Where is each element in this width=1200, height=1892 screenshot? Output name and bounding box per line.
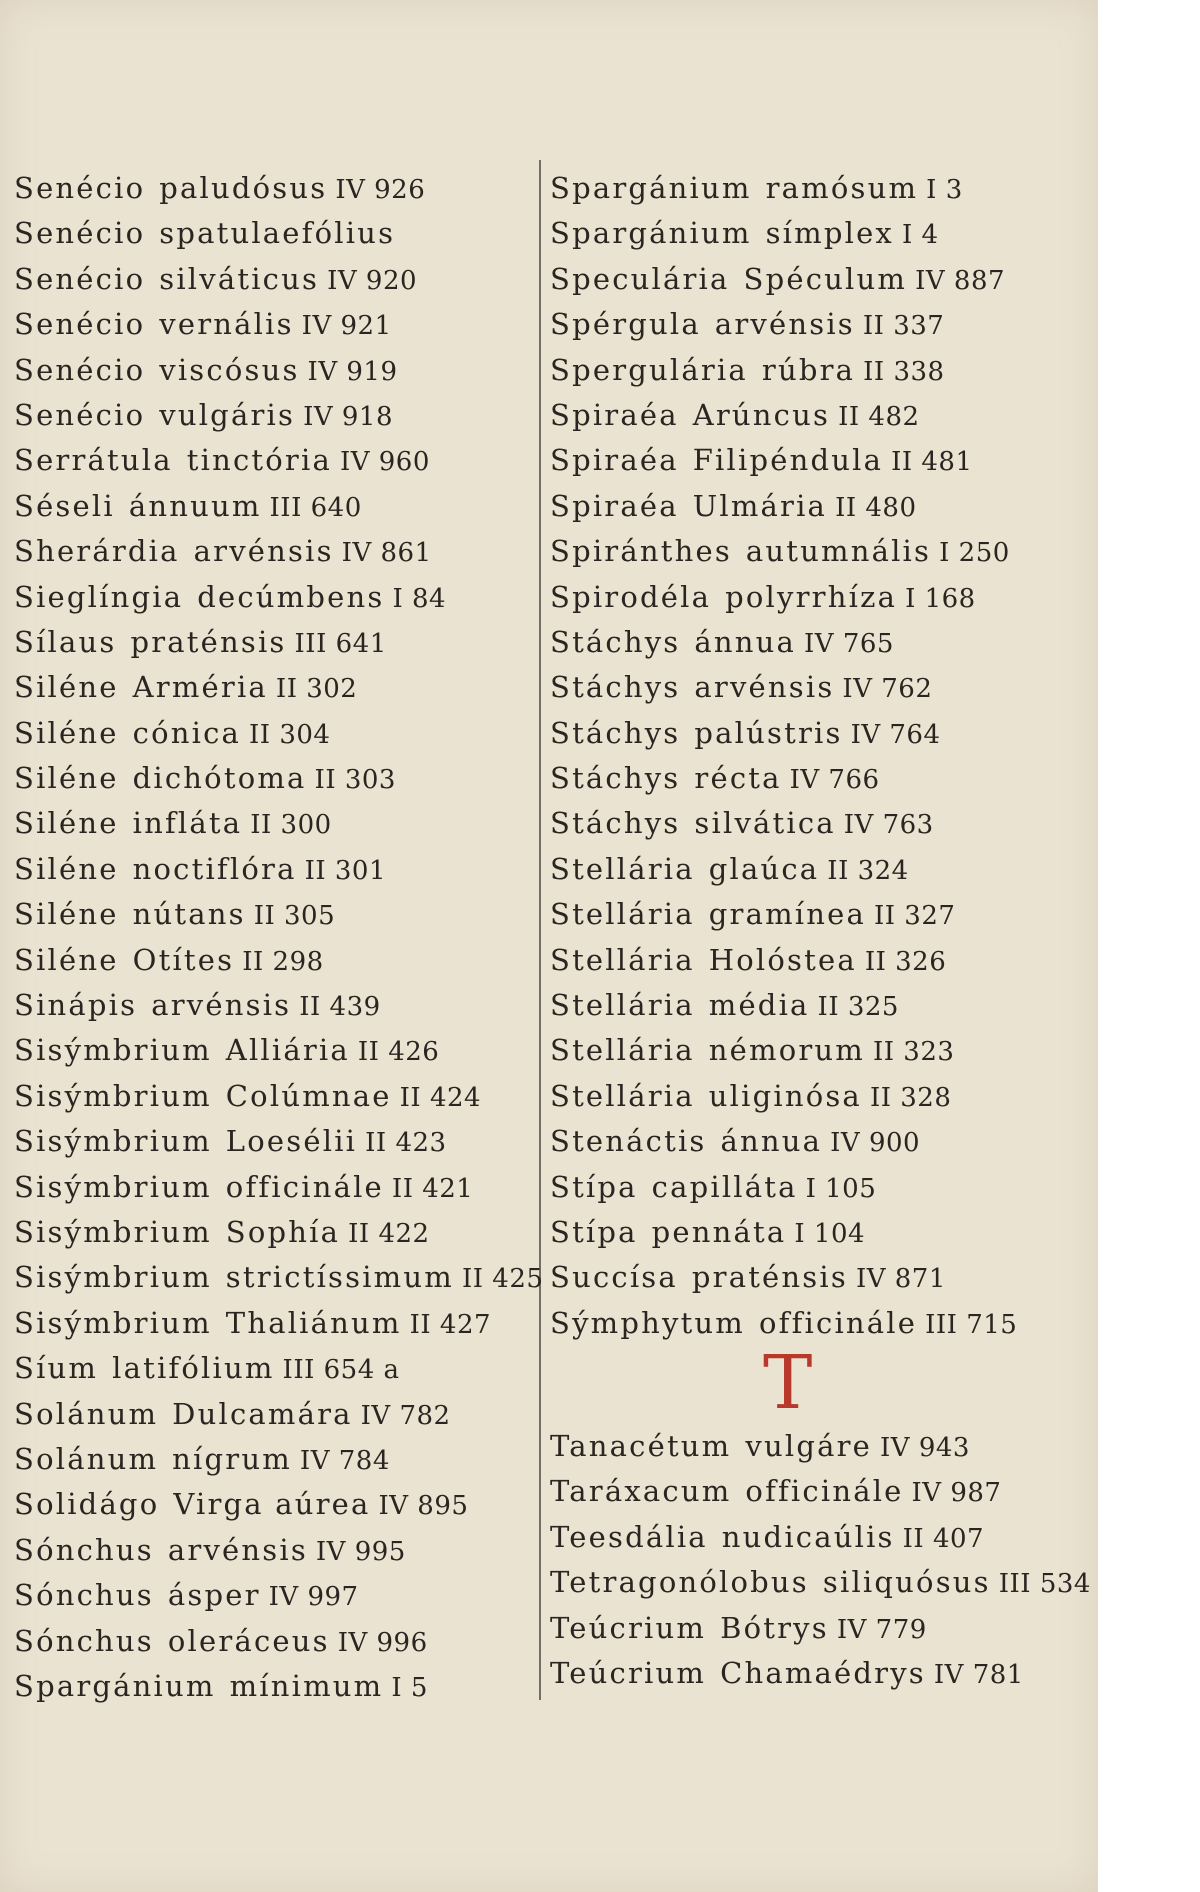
volume-reference: IV 782: [360, 1400, 451, 1431]
volume-reference: I 104: [794, 1218, 866, 1249]
volume-reference: II 304: [249, 719, 331, 750]
volume-reference: IV 919: [307, 356, 398, 387]
species-name: média: [708, 988, 810, 1023]
genus-name: Sinápis: [14, 988, 138, 1023]
genus-name: Stellária: [550, 988, 695, 1023]
species-name: símplex: [765, 216, 894, 251]
index-entry: [14, 801, 534, 846]
volume-reference: III 715: [925, 1309, 1018, 1340]
volume-reference: I 5: [391, 1672, 428, 1703]
index-entry: [550, 1028, 1090, 1073]
species-name: dichótoma: [132, 761, 307, 796]
index-entry: [550, 938, 1090, 983]
volume-reference: IV 784: [299, 1445, 390, 1476]
species-name: Bótrys: [720, 1610, 829, 1645]
volume-reference: II 423: [365, 1128, 447, 1159]
genus-name: Spiraéa: [550, 488, 679, 523]
index-entry: [550, 892, 1090, 937]
genus-name: Spirodéla: [550, 579, 712, 614]
volume-reference: II 298: [242, 946, 324, 977]
index-entry: [550, 711, 1090, 756]
genus-name: Tetragonólobus: [550, 1565, 809, 1600]
species-name: Sophía: [225, 1214, 341, 1249]
index-entry: [14, 211, 534, 256]
index-entry: [550, 438, 1090, 483]
species-name: viscósus: [159, 352, 300, 387]
index-entry: [14, 1528, 534, 1573]
genus-name: Séseli: [14, 488, 115, 523]
index-entry: [550, 166, 1090, 211]
species-name: Arméria: [132, 670, 268, 705]
volume-reference: II 303: [314, 765, 396, 796]
genus-name: Siléne: [14, 715, 119, 750]
index-entry: [550, 529, 1090, 574]
volume-reference: II 439: [299, 992, 381, 1023]
genus-name: Sieglíngia: [14, 579, 184, 614]
genus-name: Sherárdia: [14, 534, 180, 569]
species-name: Arúncus: [692, 397, 831, 432]
volume-reference: II 421: [391, 1173, 474, 1204]
genus-name: Sisýmbrium: [14, 1214, 212, 1249]
species-name: officinále: [759, 1305, 918, 1340]
index-entry: [550, 1469, 1090, 1514]
genus-name: Sisýmbrium: [14, 1305, 212, 1340]
species-name: oleráceus: [167, 1623, 330, 1658]
index-entry: [14, 393, 534, 438]
volume-reference: II 323: [873, 1037, 955, 1068]
volume-reference: IV 861: [341, 538, 432, 569]
index-entry: [14, 1437, 534, 1482]
species-name: ásper: [167, 1578, 261, 1613]
genus-name: Spiraéa: [550, 397, 679, 432]
volume-reference: IV 920: [327, 265, 418, 296]
species-name: siliquósus: [822, 1565, 991, 1600]
species-name: récta: [694, 761, 782, 796]
index-entry: [550, 393, 1090, 438]
genus-name: Sisýmbrium: [14, 1033, 212, 1068]
genus-name: Sisýmbrium: [14, 1078, 212, 1113]
species-name: Ulmária: [692, 488, 828, 523]
genus-name: Síum: [14, 1351, 99, 1386]
species-name: capilláta: [651, 1169, 798, 1204]
index-entry: [14, 1165, 534, 1210]
genus-name: Stellária: [550, 851, 695, 886]
genus-name: Sónchus: [14, 1578, 154, 1613]
volume-reference: IV 779: [836, 1614, 927, 1645]
volume-reference: II 422: [348, 1218, 430, 1249]
volume-reference: IV 765: [804, 628, 894, 659]
index-entry: [14, 1619, 534, 1664]
index-entry: [550, 847, 1090, 892]
volume-reference: II 325: [817, 992, 899, 1023]
species-name: arvénsis: [694, 670, 835, 705]
genus-name: Stáchys: [550, 806, 681, 841]
volume-reference: IV 766: [789, 765, 880, 796]
volume-reference: IV 943: [880, 1433, 970, 1463]
index-entry: [14, 1255, 544, 1300]
species-name: arvénsis: [193, 534, 334, 569]
genus-name: Teúcrium: [550, 1610, 707, 1645]
genus-name: Senécio: [14, 171, 146, 205]
volume-reference: II 305: [253, 901, 336, 932]
index-entry: [550, 756, 1090, 801]
species-name: rúbra: [761, 352, 856, 387]
species-name: latifólium: [112, 1351, 275, 1386]
volume-reference: II 482: [838, 401, 920, 432]
species-name: ánnua: [694, 624, 797, 659]
volume-reference: II 338: [863, 356, 945, 387]
index-entry: [550, 1210, 1090, 1255]
index-entry: [14, 938, 534, 983]
species-name: Virga aúrea: [173, 1487, 371, 1522]
volume-reference: II 301: [304, 855, 386, 886]
genus-name: Taráxacum: [550, 1474, 732, 1509]
genus-name: Siléne: [14, 897, 119, 932]
genus-name: Sónchus: [14, 1532, 154, 1567]
index-entry: [550, 801, 1090, 846]
volume-reference: I 84: [392, 583, 447, 614]
volume-reference: II 328: [869, 1082, 952, 1113]
species-name: arvénsis: [714, 307, 855, 342]
species-name: strictíssimum: [225, 1260, 454, 1295]
volume-reference: IV 763: [843, 810, 934, 841]
volume-reference: IV 895: [378, 1491, 469, 1522]
genus-name: Spargánium: [550, 216, 752, 251]
index-entry: [14, 1392, 534, 1437]
volume-reference: III 534: [998, 1569, 1091, 1600]
left-column: [14, 166, 544, 1709]
species-name: Dulcamára: [172, 1396, 353, 1431]
index-entry: [550, 1074, 1090, 1119]
index-entry: [14, 711, 534, 756]
volume-reference: II 424: [399, 1082, 482, 1113]
genus-name: Solánum: [14, 1396, 159, 1431]
volume-reference: IV 960: [339, 447, 430, 478]
genus-name: Siléne: [14, 761, 119, 796]
species-name: gramínea: [708, 897, 866, 932]
volume-reference: I 168: [905, 583, 976, 614]
index-entry: [14, 1664, 534, 1709]
index-entry: [550, 1515, 1090, 1560]
species-name: vulgáre: [745, 1429, 873, 1463]
genus-name: Stáchys: [550, 715, 681, 750]
volume-reference: II 426: [357, 1037, 440, 1068]
species-name: ánnuum: [128, 488, 262, 523]
genus-name: Teesdália: [550, 1519, 708, 1554]
column-divider: [539, 160, 541, 1700]
genus-name: Senécio: [14, 307, 146, 342]
species-name: nudicaúlis: [721, 1519, 895, 1554]
index-entry: [14, 1301, 534, 1346]
index-entry: [14, 1346, 534, 1391]
species-name: némorum: [708, 1033, 865, 1068]
genus-name: Senécio: [14, 261, 146, 296]
species-name: nígrum: [172, 1441, 292, 1476]
index-entry: [14, 1119, 534, 1164]
genus-name: Senécio: [14, 216, 146, 251]
genus-name: Sónchus: [14, 1623, 154, 1658]
index-entry: [14, 257, 534, 302]
index-entry: [14, 1482, 534, 1527]
genus-name: Stellária: [550, 1033, 695, 1068]
species-name: nútans: [132, 897, 246, 932]
volume-reference: I 105: [805, 1173, 877, 1204]
species-name: vernális: [159, 307, 294, 342]
genus-name: Solánum: [14, 1441, 159, 1476]
species-name: Colúmnae: [225, 1078, 392, 1113]
species-name: Loesélii: [225, 1124, 358, 1159]
volume-reference: I 4: [902, 220, 939, 251]
index-entry: [550, 665, 1090, 710]
volume-reference: IV 781: [933, 1659, 1024, 1690]
index-entry: [550, 257, 1090, 302]
volume-reference: IV 926: [335, 175, 426, 205]
genus-name: Spargánium: [14, 1668, 216, 1703]
volume-reference: IV 995: [315, 1536, 406, 1567]
index-entry: [550, 1119, 1090, 1164]
genus-name: Sisýmbrium: [14, 1169, 212, 1204]
genus-name: Stenáctis: [550, 1124, 707, 1159]
index-entry: [550, 1560, 1090, 1605]
index-entry: [550, 1651, 1090, 1696]
index-entry: [14, 529, 534, 574]
index-entry: [14, 756, 534, 801]
species-name: paludósus: [159, 171, 328, 205]
volume-reference: II 425: [461, 1264, 544, 1295]
species-name: praténsis: [691, 1260, 848, 1295]
volume-reference: II 326: [864, 946, 947, 977]
species-name: Holóstea: [708, 942, 857, 977]
right-column-t-section: [550, 1424, 1090, 1696]
genus-name: Serrátula: [14, 443, 173, 478]
genus-name: Spergulária: [550, 352, 748, 387]
index-entry: [550, 348, 1090, 393]
volume-reference: II 480: [835, 492, 917, 523]
index-entry: [14, 983, 534, 1028]
genus-name: Tanacétum: [550, 1429, 732, 1463]
species-name: tinctória: [186, 443, 332, 478]
index-entry: [550, 1606, 1090, 1651]
genus-name: Senécio: [14, 352, 146, 387]
index-entry: [14, 302, 534, 347]
volume-reference: II 481: [891, 447, 973, 478]
right-column: [550, 166, 1090, 1346]
index-entry: [14, 166, 534, 211]
volume-reference: IV 900: [830, 1128, 921, 1159]
index-entry: [550, 302, 1090, 347]
species-name: mínimum: [229, 1668, 384, 1703]
index-entry: [14, 1573, 534, 1618]
species-name: praténsis: [130, 624, 287, 659]
volume-reference: IV 987: [911, 1478, 1002, 1509]
index-entry: [550, 211, 1090, 256]
genus-name: Siléne: [14, 806, 119, 841]
species-name: Thaliánum: [225, 1305, 402, 1340]
index-entry: [14, 1210, 534, 1255]
index-entry: [550, 1255, 1090, 1300]
index-entry: [550, 983, 1090, 1028]
species-name: ánnua: [720, 1124, 823, 1159]
volume-reference: II 324: [827, 855, 909, 886]
genus-name: Sílaus: [14, 624, 117, 659]
volume-reference: II 327: [873, 901, 956, 932]
genus-name: Succísa: [550, 1260, 678, 1295]
species-name: Alliária: [225, 1033, 350, 1068]
genus-name: Speculária: [550, 261, 730, 296]
genus-name: Spérgula: [550, 307, 701, 342]
index-entry: [14, 892, 534, 937]
species-name: arvénsis: [151, 988, 292, 1023]
genus-name: Spargánium: [550, 171, 752, 205]
species-name: vulgáris: [159, 397, 296, 432]
species-name: polyrrhíza: [725, 579, 898, 614]
species-name: pennáta: [651, 1214, 787, 1249]
genus-name: Stellária: [550, 1078, 695, 1113]
species-name: officinále: [225, 1169, 384, 1204]
index-entry: [14, 348, 534, 393]
species-name: infláta: [132, 806, 243, 841]
volume-reference: IV 921: [301, 311, 392, 342]
genus-name: Spiraéa: [550, 443, 679, 478]
index-entry: [550, 1301, 1090, 1346]
genus-name: Stípa: [550, 1169, 638, 1204]
genus-name: Sisýmbrium: [14, 1124, 212, 1159]
index-entry: [14, 1028, 534, 1073]
species-name: glaúca: [708, 851, 820, 886]
species-name: silvática: [694, 806, 836, 841]
volume-reference: III 654 a: [282, 1355, 400, 1386]
genus-name: Senécio: [14, 397, 146, 432]
species-name: decúmbens: [197, 579, 385, 614]
index-entry: [14, 847, 534, 892]
index-entry: [14, 484, 534, 529]
volume-reference: II 302: [275, 674, 358, 705]
genus-name: Siléne: [14, 851, 119, 886]
species-name: officinále: [745, 1474, 904, 1509]
species-name: Chamaédrys: [720, 1655, 926, 1690]
volume-reference: IV 871: [855, 1264, 946, 1295]
volume-reference: IV 762: [842, 674, 933, 705]
volume-reference: III 640: [269, 492, 362, 523]
species-name: arvénsis: [167, 1532, 308, 1567]
species-name: spatulaefólius: [159, 216, 396, 251]
index-entry: [550, 484, 1090, 529]
genus-name: Stellária: [550, 897, 695, 932]
volume-reference: I 3: [926, 175, 963, 205]
species-name: autumnális: [745, 534, 932, 569]
genus-name: Spiránthes: [550, 534, 732, 569]
genus-name: Teúcrium: [550, 1655, 707, 1690]
species-name: noctiflóra: [132, 851, 297, 886]
species-name: ramósum: [765, 171, 919, 205]
index-entry: [550, 1424, 1090, 1469]
volume-reference: IV 764: [850, 719, 941, 750]
volume-reference: II 427: [409, 1309, 492, 1340]
species-name: Spéculum: [743, 261, 908, 296]
index-entry: [14, 620, 534, 665]
volume-reference: II 300: [250, 810, 332, 841]
genus-name: Stáchys: [550, 761, 681, 796]
species-name: silváticus: [159, 261, 320, 296]
index-entry: [550, 1165, 1090, 1210]
species-name: uliginósa: [708, 1078, 862, 1113]
index-entry: [14, 438, 534, 483]
volume-reference: III 641: [294, 628, 387, 659]
volume-reference: I 250: [939, 538, 1010, 569]
volume-reference: IV 997: [268, 1582, 359, 1613]
species-name: palústris: [694, 715, 843, 750]
genus-name: Sisýmbrium: [14, 1260, 212, 1295]
genus-name: Solidágo: [14, 1487, 160, 1522]
genus-name: Sýmphytum: [550, 1305, 746, 1340]
index-entry: [14, 665, 534, 710]
index-entry: [14, 1074, 534, 1119]
index-entry: [14, 575, 534, 620]
genus-name: Stellária: [550, 942, 695, 977]
volume-reference: II 407: [902, 1523, 985, 1554]
section-letter-t: T: [763, 1340, 813, 1426]
genus-name: Stáchys: [550, 670, 681, 705]
volume-reference: II 337: [862, 311, 945, 342]
index-entry: [550, 575, 1090, 620]
species-name: cónica: [132, 715, 242, 750]
genus-name: Siléne: [14, 942, 119, 977]
index-entry: [550, 620, 1090, 665]
genus-name: Stáchys: [550, 624, 681, 659]
species-name: Filipéndula: [692, 443, 884, 478]
species-name: Otítes: [132, 942, 235, 977]
volume-reference: IV 887: [915, 265, 1006, 296]
volume-reference: IV 918: [303, 401, 393, 432]
volume-reference: IV 996: [337, 1627, 428, 1658]
genus-name: Stípa: [550, 1214, 638, 1249]
genus-name: Siléne: [14, 670, 119, 705]
